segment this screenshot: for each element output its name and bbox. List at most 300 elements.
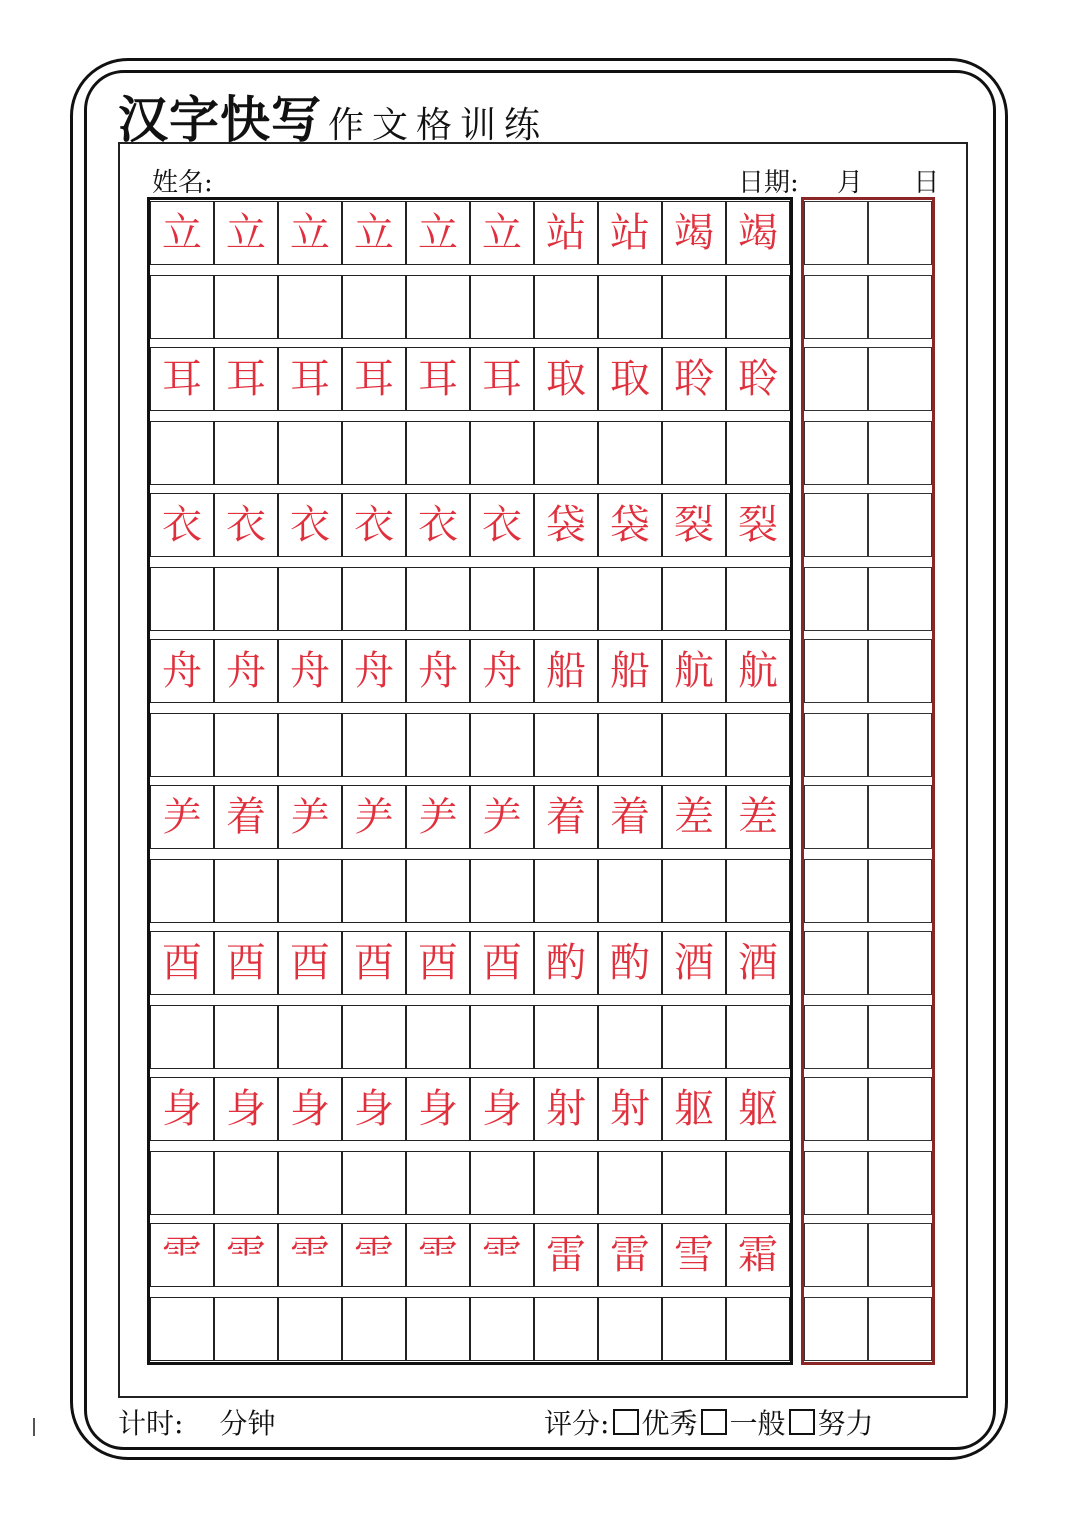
side-cell[interactable] xyxy=(868,1005,932,1069)
side-cell[interactable] xyxy=(804,493,868,557)
practice-char: ⻗ xyxy=(354,1232,394,1278)
blank-cell[interactable] xyxy=(214,567,278,631)
char-cell[interactable] xyxy=(470,201,534,265)
blank-cell[interactable] xyxy=(662,1151,726,1215)
char-cell[interactable] xyxy=(406,1077,470,1141)
title-main: 汉字快写 xyxy=(118,91,322,149)
blank-cell[interactable] xyxy=(662,421,726,485)
side-row xyxy=(804,347,932,411)
practice-char: ⻗ xyxy=(226,1232,266,1278)
side-row xyxy=(804,567,932,631)
char-cell[interactable] xyxy=(406,1223,470,1287)
char-cell[interactable] xyxy=(662,1077,726,1141)
blank-cell[interactable] xyxy=(598,1297,662,1361)
char-cell[interactable] xyxy=(342,785,406,849)
blank-cell[interactable] xyxy=(470,1297,534,1361)
practice-char: ⻗ xyxy=(162,1232,202,1278)
practice-char: 酉 xyxy=(482,940,522,986)
side-cell[interactable] xyxy=(868,567,932,631)
char-cell[interactable] xyxy=(726,493,790,557)
blank-cell[interactable] xyxy=(406,567,470,631)
char-cell[interactable] xyxy=(470,1223,534,1287)
score-checkbox-excellent[interactable] xyxy=(613,1409,639,1435)
side-cell[interactable] xyxy=(868,1077,932,1141)
blank-cell[interactable] xyxy=(150,859,214,923)
practice-char: 酌 xyxy=(546,940,586,986)
practice-char: 身 xyxy=(226,1086,266,1132)
blank-cell[interactable] xyxy=(534,567,598,631)
practice-char: ⺶ xyxy=(354,794,394,840)
blank-cell[interactable] xyxy=(662,567,726,631)
side-cell[interactable] xyxy=(868,785,932,849)
practice-char: 差 xyxy=(738,794,778,840)
blank-cell[interactable] xyxy=(150,713,214,777)
practice-char: 竭 xyxy=(674,210,714,256)
practice-char: 耳 xyxy=(226,356,266,402)
practice-char: 取 xyxy=(546,356,586,402)
practice-char: 酉 xyxy=(290,940,330,986)
blank-cell[interactable] xyxy=(726,1005,790,1069)
blank-cell[interactable] xyxy=(598,421,662,485)
practice-char: 船 xyxy=(546,648,586,694)
worksheet-title xyxy=(118,80,549,149)
blank-cell[interactable] xyxy=(598,1151,662,1215)
practice-char: 着 xyxy=(610,794,650,840)
char-cell[interactable] xyxy=(470,931,534,995)
side-row xyxy=(804,201,932,265)
practice-char: ⻗ xyxy=(482,1232,522,1278)
blank-cell[interactable] xyxy=(726,1151,790,1215)
char-row xyxy=(150,347,790,411)
practice-char: ⻗ xyxy=(418,1232,458,1278)
char-cell[interactable] xyxy=(470,1077,534,1141)
side-cell[interactable] xyxy=(804,931,868,995)
timer-label: 计时: xyxy=(118,1407,184,1440)
practice-char: 立 xyxy=(418,210,458,256)
char-cell[interactable] xyxy=(278,785,342,849)
blank-cell[interactable] xyxy=(662,275,726,339)
char-cell[interactable] xyxy=(598,493,662,557)
char-cell[interactable] xyxy=(662,1223,726,1287)
char-cell[interactable] xyxy=(598,201,662,265)
blank-row xyxy=(150,1005,790,1069)
char-cell[interactable] xyxy=(662,493,726,557)
practice-char: 袋 xyxy=(546,502,586,548)
char-cell[interactable] xyxy=(278,639,342,703)
blank-cell[interactable] xyxy=(726,713,790,777)
practice-char: 站 xyxy=(546,210,586,256)
blank-cell[interactable] xyxy=(406,859,470,923)
char-cell[interactable] xyxy=(214,1077,278,1141)
practice-char: 舟 xyxy=(418,648,458,694)
title-sub: 作文格训练 xyxy=(328,105,549,146)
char-cell[interactable] xyxy=(278,931,342,995)
practice-char: 聆 xyxy=(738,356,778,402)
blank-cell[interactable] xyxy=(278,1151,342,1215)
side-cell[interactable] xyxy=(804,1223,868,1287)
char-cell[interactable] xyxy=(150,493,214,557)
char-cell[interactable] xyxy=(214,347,278,411)
char-row xyxy=(150,1077,790,1141)
practice-char: 酒 xyxy=(738,940,778,986)
date-label: 日期: xyxy=(738,168,799,198)
blank-cell[interactable] xyxy=(214,1297,278,1361)
char-cell[interactable] xyxy=(406,785,470,849)
char-cell[interactable] xyxy=(534,1223,598,1287)
blank-row xyxy=(150,859,790,923)
char-row xyxy=(150,931,790,995)
practice-char: ⺶ xyxy=(418,794,458,840)
practice-char: 衣 xyxy=(418,502,458,548)
blank-cell[interactable] xyxy=(470,275,534,339)
char-cell[interactable] xyxy=(278,1223,342,1287)
blank-cell[interactable] xyxy=(278,421,342,485)
practice-char: 衣 xyxy=(482,502,522,548)
char-cell[interactable] xyxy=(598,1077,662,1141)
side-row xyxy=(804,713,932,777)
practice-char: 耳 xyxy=(290,356,330,402)
minutes-label: 分钟 xyxy=(219,1407,276,1440)
char-cell[interactable] xyxy=(470,785,534,849)
blank-cell[interactable] xyxy=(598,1005,662,1069)
char-row xyxy=(150,1223,790,1287)
blank-cell[interactable] xyxy=(598,275,662,339)
side-cell[interactable] xyxy=(868,639,932,703)
char-cell[interactable] xyxy=(598,931,662,995)
blank-cell[interactable] xyxy=(278,859,342,923)
side-cell[interactable] xyxy=(804,275,868,339)
practice-char: 酉 xyxy=(162,940,202,986)
char-cell[interactable] xyxy=(342,1077,406,1141)
blank-cell[interactable] xyxy=(470,1151,534,1215)
practice-char: 差 xyxy=(674,794,714,840)
char-cell[interactable] xyxy=(150,347,214,411)
char-cell[interactable] xyxy=(150,639,214,703)
char-row xyxy=(150,785,790,849)
side-cell[interactable] xyxy=(804,1005,868,1069)
side-cell[interactable] xyxy=(804,785,868,849)
char-cell[interactable] xyxy=(214,931,278,995)
char-cell[interactable] xyxy=(598,1223,662,1287)
char-row xyxy=(150,639,790,703)
side-cell[interactable] xyxy=(868,347,932,411)
practice-char: 舟 xyxy=(226,648,266,694)
blank-cell[interactable] xyxy=(150,275,214,339)
score-field xyxy=(544,1402,873,1442)
blank-cell[interactable] xyxy=(534,1005,598,1069)
practice-char: 射 xyxy=(610,1086,650,1132)
char-cell[interactable] xyxy=(470,493,534,557)
blank-cell[interactable] xyxy=(342,859,406,923)
practice-char: 雷 xyxy=(610,1232,650,1278)
practice-char: 衣 xyxy=(162,502,202,548)
blank-cell[interactable] xyxy=(598,567,662,631)
side-cell[interactable] xyxy=(868,713,932,777)
practice-char: 船 xyxy=(610,648,650,694)
side-cell[interactable] xyxy=(804,713,868,777)
practice-char: 酉 xyxy=(226,940,266,986)
timer-field xyxy=(118,1402,275,1442)
char-cell[interactable] xyxy=(214,785,278,849)
practice-char: 身 xyxy=(418,1086,458,1132)
practice-char: ⻗ xyxy=(290,1232,330,1278)
practice-char: 着 xyxy=(226,794,266,840)
practice-char: 裂 xyxy=(674,502,714,548)
blank-cell[interactable] xyxy=(214,421,278,485)
blank-cell[interactable] xyxy=(662,1297,726,1361)
char-cell[interactable] xyxy=(342,931,406,995)
side-cell[interactable] xyxy=(804,347,868,411)
char-cell[interactable] xyxy=(150,931,214,995)
char-cell[interactable] xyxy=(726,347,790,411)
side-cell[interactable] xyxy=(868,1151,932,1215)
char-cell[interactable] xyxy=(662,931,726,995)
char-cell[interactable] xyxy=(726,785,790,849)
blank-cell[interactable] xyxy=(342,1297,406,1361)
blank-cell[interactable] xyxy=(278,713,342,777)
practice-char: 袋 xyxy=(610,502,650,548)
score-option-average: 一般 xyxy=(729,1407,786,1440)
char-cell[interactable] xyxy=(726,931,790,995)
practice-char: 酉 xyxy=(418,940,458,986)
practice-char: 酒 xyxy=(674,940,714,986)
blank-cell[interactable] xyxy=(342,1005,406,1069)
char-cell[interactable] xyxy=(534,347,598,411)
char-cell[interactable] xyxy=(342,493,406,557)
char-cell[interactable] xyxy=(214,639,278,703)
name-label: 姓名: xyxy=(152,168,213,198)
blank-cell[interactable] xyxy=(214,1151,278,1215)
score-option-effort: 努力 xyxy=(817,1407,874,1440)
practice-char: 聆 xyxy=(674,356,714,402)
blank-cell[interactable] xyxy=(470,859,534,923)
side-cell[interactable] xyxy=(868,931,932,995)
score-option-excellent: 优秀 xyxy=(641,1407,698,1440)
blank-cell[interactable] xyxy=(726,859,790,923)
practice-char: 着 xyxy=(546,794,586,840)
blank-cell[interactable] xyxy=(598,713,662,777)
side-row xyxy=(804,859,932,923)
side-cell[interactable] xyxy=(868,859,932,923)
char-cell[interactable] xyxy=(278,1077,342,1141)
char-cell[interactable] xyxy=(150,201,214,265)
char-cell[interactable] xyxy=(534,785,598,849)
blank-cell[interactable] xyxy=(470,567,534,631)
blank-cell[interactable] xyxy=(278,1005,342,1069)
char-cell[interactable] xyxy=(726,1077,790,1141)
blank-cell[interactable] xyxy=(150,1297,214,1361)
blank-cell[interactable] xyxy=(662,859,726,923)
blank-cell[interactable] xyxy=(534,421,598,485)
side-cell[interactable] xyxy=(804,567,868,631)
char-cell[interactable] xyxy=(342,201,406,265)
char-cell[interactable] xyxy=(534,639,598,703)
practice-char: 衣 xyxy=(226,502,266,548)
blank-cell[interactable] xyxy=(534,713,598,777)
blank-cell[interactable] xyxy=(470,713,534,777)
practice-char: 舟 xyxy=(482,648,522,694)
side-cell[interactable] xyxy=(804,859,868,923)
char-cell[interactable] xyxy=(598,785,662,849)
blank-cell[interactable] xyxy=(342,275,406,339)
char-cell[interactable] xyxy=(278,493,342,557)
blank-cell[interactable] xyxy=(406,713,470,777)
practice-char: 耳 xyxy=(482,356,522,402)
blank-row xyxy=(150,1151,790,1215)
practice-char: 航 xyxy=(674,648,714,694)
char-cell[interactable] xyxy=(150,1077,214,1141)
blank-cell[interactable] xyxy=(726,421,790,485)
char-cell[interactable] xyxy=(150,785,214,849)
char-cell[interactable] xyxy=(342,1223,406,1287)
char-cell[interactable] xyxy=(598,639,662,703)
blank-cell[interactable] xyxy=(150,421,214,485)
blank-cell[interactable] xyxy=(470,421,534,485)
char-cell[interactable] xyxy=(406,201,470,265)
practice-char: ⺶ xyxy=(290,794,330,840)
char-cell[interactable] xyxy=(726,639,790,703)
blank-cell[interactable] xyxy=(406,1297,470,1361)
char-cell[interactable] xyxy=(342,347,406,411)
blank-cell[interactable] xyxy=(662,713,726,777)
char-cell[interactable] xyxy=(534,1077,598,1141)
char-cell[interactable] xyxy=(150,1223,214,1287)
char-cell[interactable] xyxy=(406,931,470,995)
practice-char: 衣 xyxy=(290,502,330,548)
blank-row xyxy=(150,421,790,485)
char-cell[interactable] xyxy=(662,201,726,265)
side-practice-grid xyxy=(801,197,935,1365)
blank-cell[interactable] xyxy=(534,859,598,923)
side-row xyxy=(804,1223,932,1287)
blank-cell[interactable] xyxy=(534,275,598,339)
char-cell[interactable] xyxy=(662,347,726,411)
char-cell[interactable] xyxy=(534,493,598,557)
char-cell[interactable] xyxy=(726,1223,790,1287)
blank-cell[interactable] xyxy=(150,1151,214,1215)
char-cell[interactable] xyxy=(214,493,278,557)
blank-cell[interactable] xyxy=(214,275,278,339)
char-cell[interactable] xyxy=(662,639,726,703)
practice-char: 躯 xyxy=(738,1086,778,1132)
side-cell[interactable] xyxy=(868,201,932,265)
practice-char: 舟 xyxy=(162,648,202,694)
score-checkbox-effort[interactable] xyxy=(789,1409,815,1435)
practice-char: 舟 xyxy=(354,648,394,694)
blank-cell[interactable] xyxy=(342,421,406,485)
practice-char: 耳 xyxy=(354,356,394,402)
day-label: 日 xyxy=(913,168,940,198)
practice-char: 裂 xyxy=(738,502,778,548)
blank-cell[interactable] xyxy=(406,421,470,485)
practice-char: 雷 xyxy=(546,1232,586,1278)
blank-cell[interactable] xyxy=(470,1005,534,1069)
blank-cell[interactable] xyxy=(278,567,342,631)
side-cell[interactable] xyxy=(804,1077,868,1141)
char-cell[interactable] xyxy=(470,347,534,411)
side-cell[interactable] xyxy=(868,493,932,557)
practice-char: 立 xyxy=(482,210,522,256)
side-row xyxy=(804,1151,932,1215)
practice-char: 身 xyxy=(482,1086,522,1132)
char-cell[interactable] xyxy=(726,201,790,265)
practice-char: 霜 xyxy=(738,1232,778,1278)
practice-char: 立 xyxy=(226,210,266,256)
practice-char: 耳 xyxy=(162,356,202,402)
side-cell[interactable] xyxy=(868,275,932,339)
practice-char: 舟 xyxy=(290,648,330,694)
score-label: 评分: xyxy=(544,1407,610,1440)
name-blank-line[interactable] xyxy=(219,173,413,199)
side-cell[interactable] xyxy=(804,639,868,703)
side-cell[interactable] xyxy=(804,201,868,265)
blank-cell[interactable] xyxy=(726,275,790,339)
char-cell[interactable] xyxy=(278,347,342,411)
blank-cell[interactable] xyxy=(662,1005,726,1069)
blank-cell[interactable] xyxy=(406,275,470,339)
char-row xyxy=(150,201,790,265)
practice-char: 身 xyxy=(290,1086,330,1132)
date-field xyxy=(738,162,939,199)
char-cell[interactable] xyxy=(406,347,470,411)
blank-cell[interactable] xyxy=(150,567,214,631)
blank-cell[interactable] xyxy=(406,1005,470,1069)
blank-cell[interactable] xyxy=(150,1005,214,1069)
side-cell[interactable] xyxy=(804,1151,868,1215)
blank-cell[interactable] xyxy=(278,275,342,339)
blank-cell[interactable] xyxy=(342,1151,406,1215)
blank-cell[interactable] xyxy=(278,1297,342,1361)
blank-cell[interactable] xyxy=(406,1151,470,1215)
side-row xyxy=(804,1077,932,1141)
char-cell[interactable] xyxy=(470,639,534,703)
blank-cell[interactable] xyxy=(726,567,790,631)
side-cell[interactable] xyxy=(804,421,868,485)
blank-cell[interactable] xyxy=(342,713,406,777)
char-cell[interactable] xyxy=(534,201,598,265)
blank-cell[interactable] xyxy=(534,1297,598,1361)
side-cell[interactable] xyxy=(868,1223,932,1287)
char-row xyxy=(150,493,790,557)
practice-char: 站 xyxy=(610,210,650,256)
blank-cell[interactable] xyxy=(342,567,406,631)
practice-grid xyxy=(147,197,793,1365)
blank-cell[interactable] xyxy=(214,713,278,777)
blank-cell[interactable] xyxy=(726,1297,790,1361)
char-cell[interactable] xyxy=(214,201,278,265)
blank-cell[interactable] xyxy=(214,859,278,923)
blank-row xyxy=(150,275,790,339)
blank-row xyxy=(150,567,790,631)
blank-cell[interactable] xyxy=(598,859,662,923)
side-cell[interactable] xyxy=(868,1297,932,1361)
char-cell[interactable] xyxy=(662,785,726,849)
side-cell[interactable] xyxy=(804,1297,868,1361)
month-label: 月 xyxy=(837,168,864,198)
char-cell[interactable] xyxy=(406,639,470,703)
score-checkbox-average[interactable] xyxy=(701,1409,727,1435)
blank-cell[interactable] xyxy=(214,1005,278,1069)
blank-cell[interactable] xyxy=(534,1151,598,1215)
char-cell[interactable] xyxy=(278,201,342,265)
char-cell[interactable] xyxy=(598,347,662,411)
char-cell[interactable] xyxy=(214,1223,278,1287)
char-cell[interactable] xyxy=(342,639,406,703)
char-cell[interactable] xyxy=(406,493,470,557)
char-cell[interactable] xyxy=(534,931,598,995)
side-cell[interactable] xyxy=(868,421,932,485)
side-row xyxy=(804,785,932,849)
